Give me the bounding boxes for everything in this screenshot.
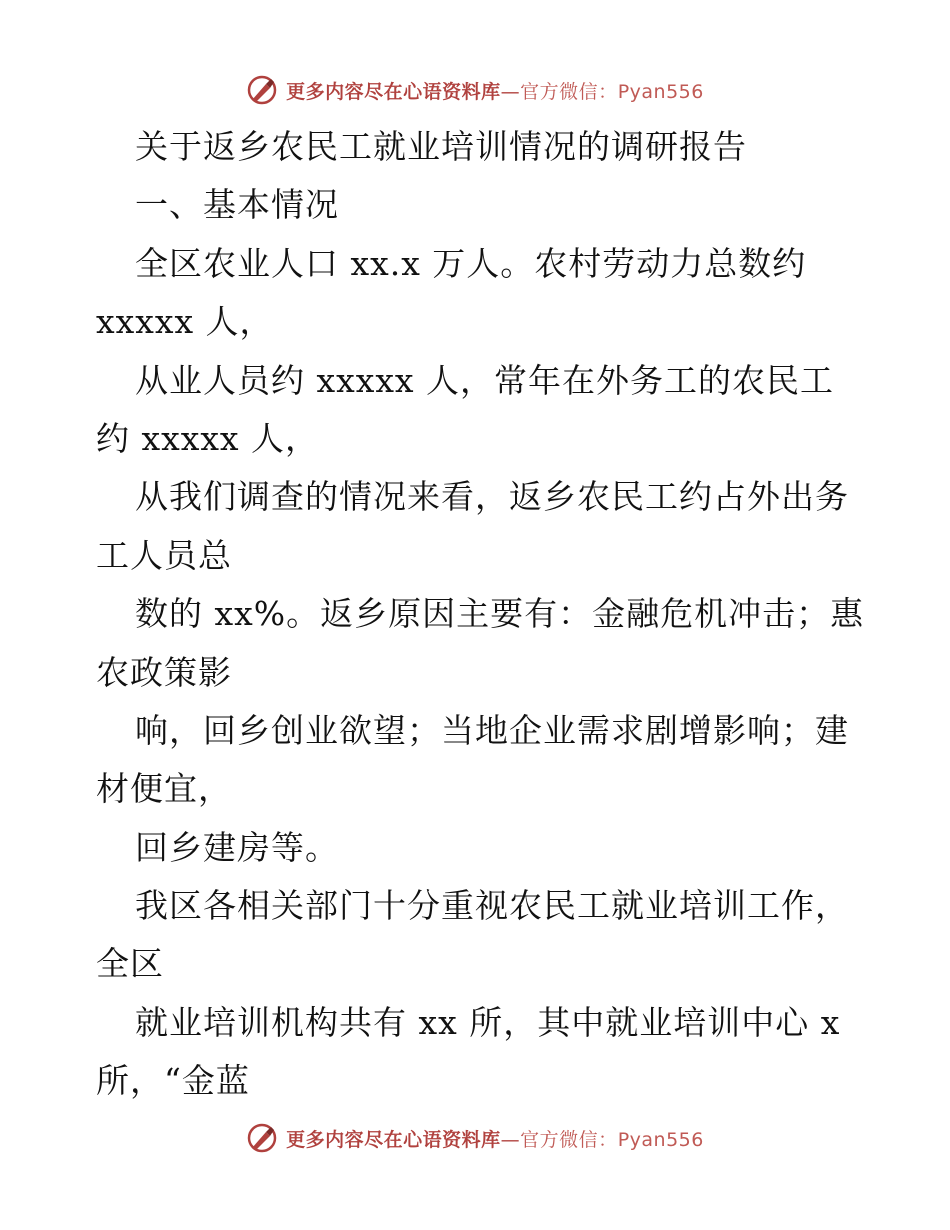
banner-official-label: 官方微信： [520,1128,618,1151]
banner-text [286,77,704,104]
text-line: 响，回乡创业欲望；当地企业需求剧增影响；建 [135,710,849,750]
banner-library-text: 更多内容尽在心语资料库 [286,80,501,103]
banner-wechat-id: Pyan556 [617,80,704,103]
banner-text [286,1125,704,1152]
text-line: 一、基本情况 [135,185,339,225]
text-line: 就业培训机构共有 xx 所，其中就业培训中心 x [135,1002,841,1042]
header-watermark-banner [0,70,950,110]
document-body [96,118,865,1111]
text-line: 农政策影 [96,652,232,692]
text-line: 全区 [96,944,164,984]
text-line: 全区农业人口 xx.x 万人。农村劳动力总数约 [135,243,807,283]
text-line: 从我们调查的情况来看，返乡农民工约占外出务 [135,477,849,517]
pen-logo-icon [246,1122,278,1154]
text-line: 我区各相关部门十分重视农民工就业培训工作， [135,886,849,926]
banner-library-text: 更多内容尽在心语资料库 [286,1128,501,1151]
document-title: 关于返乡农民工就业培训情况的调研报告 [135,127,747,166]
text-line: 材便宜， [96,769,232,809]
banner-wechat-id: Pyan556 [617,1128,704,1151]
text-line: 数的 xx%。返乡原因主要有：金融危机冲击；惠 [135,594,865,634]
text-line: 回乡建房等。 [135,827,339,867]
text-line: xxxxx 人， [96,302,274,342]
banner-dash: — [500,1128,521,1151]
pen-logo-icon [246,74,278,106]
text-line: 从业人员约 xxxxx 人，常年在外务工的农民工 [135,360,835,400]
banner-dash: — [500,80,521,103]
banner-official-label: 官方微信： [520,80,618,103]
text-line: 工人员总 [96,535,232,575]
text-line: 所，“金蓝 [96,1061,250,1101]
text-line: 约 xxxxx 人， [96,418,320,458]
footer-watermark-banner [0,1118,950,1158]
